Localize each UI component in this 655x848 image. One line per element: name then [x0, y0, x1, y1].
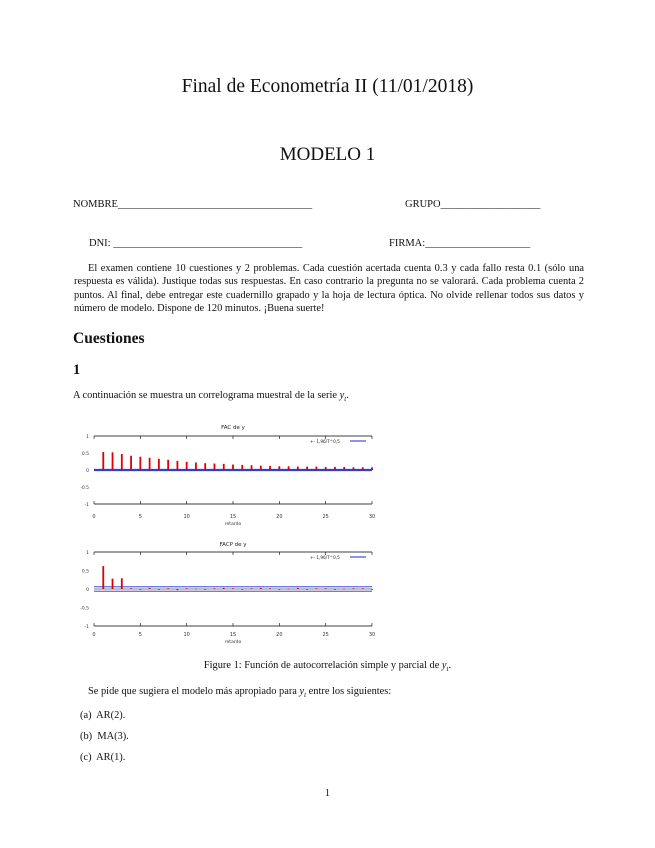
option-b-label: (b) [80, 731, 93, 742]
grupo-line: ___________________ [440, 199, 541, 210]
chart-bar [195, 463, 197, 470]
chart-bar [139, 589, 141, 590]
y-tick-label: -0.5 [80, 486, 89, 491]
chart-bar [223, 588, 225, 589]
question-var: y [339, 390, 345, 401]
chart-bar [269, 588, 271, 589]
chart-bar [362, 467, 364, 470]
dni-label: DNI: [89, 238, 111, 249]
x-tick-label: 20 [276, 632, 283, 638]
question-text-post: . [346, 390, 349, 401]
x-tick-label: 25 [322, 514, 329, 520]
chart-bar [371, 589, 373, 590]
chart-bar [130, 456, 132, 470]
chart-bar [306, 467, 308, 470]
caption-var: y [441, 660, 447, 671]
chart-bar [232, 465, 234, 470]
x-tick-label: 0 [92, 632, 96, 638]
x-tick-label: 5 [138, 514, 142, 520]
option-c-text: AR(1). [96, 752, 126, 763]
firma-label: FIRMA: [389, 238, 426, 249]
caption-sub: t [446, 665, 449, 674]
chart-bar [149, 458, 151, 470]
legend-label: +- 1,96/T^0,5 [310, 555, 340, 560]
chart-bar [371, 467, 373, 470]
chart-bar [353, 588, 355, 589]
prompt-pre: Se pide que sugiera el modelo más apropiado para [88, 686, 300, 697]
option-b [80, 731, 129, 742]
chart-bar [316, 588, 318, 589]
x-tick-label: 15 [229, 632, 237, 638]
model-label: MODELO 1 [279, 144, 376, 165]
prompt-text [88, 686, 391, 699]
nombre-line: _____________________________________ [117, 199, 313, 210]
caption-pre: Figure 1: Función de autocorrelación simple y parcial de [203, 660, 442, 671]
caption-post: . [448, 660, 452, 671]
x-axis-label: retardo [224, 640, 242, 645]
prompt-post: entre los siguientes: [306, 686, 392, 697]
chart-bar [204, 589, 206, 590]
y-tick-label: 1 [86, 435, 89, 440]
chart-bar [102, 452, 104, 470]
firma-line: ____________________ [425, 238, 531, 249]
x-tick-label: 10 [183, 632, 190, 638]
chart-bar [112, 579, 114, 589]
correlogram-figure [60, 418, 400, 650]
section-heading: Cuestiones [73, 330, 145, 347]
chart-bar [214, 464, 216, 470]
y-tick-label: -1 [84, 503, 89, 508]
legend-label: +- 1,96/T^0,5 [310, 439, 340, 444]
chart-bar [232, 588, 234, 589]
chart-bar [130, 588, 132, 589]
chart-bar [325, 588, 327, 589]
x-tick-label: 5 [138, 632, 142, 638]
chart-bar [158, 589, 160, 590]
chart-bar [353, 467, 355, 470]
chart-title: FAC de y [221, 425, 245, 431]
chart-bar [288, 589, 290, 590]
x-tick-label: 20 [276, 514, 283, 520]
chart-bar [288, 466, 290, 470]
chart-bar [195, 589, 197, 590]
chart-bar [325, 467, 327, 470]
chart-bar [139, 457, 141, 470]
x-tick-label: 30 [368, 632, 376, 638]
page-number: 1 [324, 788, 331, 799]
option-c-label: (c) [80, 752, 92, 763]
nombre-label: NOMBRE [73, 199, 118, 210]
instructions-paragraph: El examen contiene 10 cuestiones y 2 problemas. Cada cuestión acertada cuenta 0.3 y cada fallo resta 0.1 (sólo una respuesta es válida). Justique todas sus respuestas. En caso contrario la pregunta no se valorará. Cada problema cuenta 2 puntos. Al final, debe entregar este cuadernillo grapado y la hoja de lectura óptica. No olvide rellenar todos sus datos y número de modelo. Dispone de 120 minutos. ¡Buena suerte! [74, 263, 584, 314]
x-tick-label: 0 [92, 514, 96, 520]
nombre-field [73, 199, 312, 210]
chart-bar [260, 466, 262, 470]
figure-caption [0, 660, 655, 673]
prompt-sub: t [304, 691, 307, 700]
chart-bar [334, 589, 336, 590]
chart-bar [251, 588, 253, 589]
option-c [80, 752, 125, 763]
chart-bar [167, 460, 169, 470]
chart-bar [343, 467, 345, 470]
chart-bar [334, 467, 336, 470]
chart-bar [177, 589, 179, 590]
chart-bar [251, 465, 253, 470]
grupo-label: GRUPO [405, 199, 441, 210]
chart-bar [241, 465, 243, 470]
chart-bar [297, 467, 299, 470]
chart-bar [343, 589, 345, 590]
chart-bar [158, 459, 160, 470]
dni-field [89, 238, 302, 249]
chart-bar [167, 588, 169, 589]
pacf-chart [80, 542, 375, 645]
option-a [80, 710, 125, 721]
chart-bar [241, 589, 243, 590]
chart-bar [306, 589, 308, 590]
chart-bar [149, 588, 151, 589]
option-a-text: AR(2). [96, 710, 126, 721]
question-sub: t [344, 395, 347, 404]
y-tick-label: 0 [86, 469, 89, 474]
y-tick-label: 0.5 [81, 569, 89, 575]
option-b-text: MA(3). [97, 731, 129, 742]
chart-bar [316, 467, 318, 470]
firma-field [389, 238, 530, 249]
question-text-pre: A continuación se muestra un correlograma muestral de la serie [73, 390, 340, 401]
chart-bar [121, 578, 123, 589]
x-axis-label: retardo [224, 522, 242, 527]
y-tick-label: 0.5 [81, 452, 89, 457]
chart-bar [204, 463, 206, 470]
chart-bar [102, 566, 104, 589]
option-a-label: (a) [80, 710, 92, 721]
y-tick-label: -1 [84, 625, 89, 630]
chart-bar [186, 462, 188, 470]
x-tick-label: 10 [183, 514, 190, 520]
x-tick-label: 25 [322, 632, 329, 638]
acf-chart [80, 425, 375, 527]
x-tick-label: 30 [368, 514, 376, 520]
exam-title: Final de Econometría II (11/01/2018) [181, 76, 474, 97]
chart-bar [121, 454, 123, 470]
y-tick-label: 0 [86, 588, 89, 593]
prompt-var: y [299, 686, 305, 697]
x-tick-label: 15 [229, 514, 237, 520]
chart-bar [223, 464, 225, 470]
chart-bar [260, 588, 262, 589]
question-number: 1 [73, 362, 81, 378]
chart-bar [362, 588, 364, 589]
chart-title: FACP de y [219, 542, 247, 548]
dni-line: ____________________________________ [113, 238, 303, 249]
y-tick-label: 1 [86, 551, 89, 556]
chart-bar [269, 466, 271, 470]
question-text [73, 390, 349, 403]
chart-bar [214, 588, 216, 589]
chart-bar [278, 466, 280, 470]
chart-bar [297, 588, 299, 589]
chart-bar [278, 589, 280, 590]
y-tick-label: -0.5 [80, 606, 89, 612]
grupo-field [405, 199, 540, 210]
chart-bar [112, 452, 114, 470]
chart-bar [186, 588, 188, 589]
chart-bar [177, 461, 179, 470]
